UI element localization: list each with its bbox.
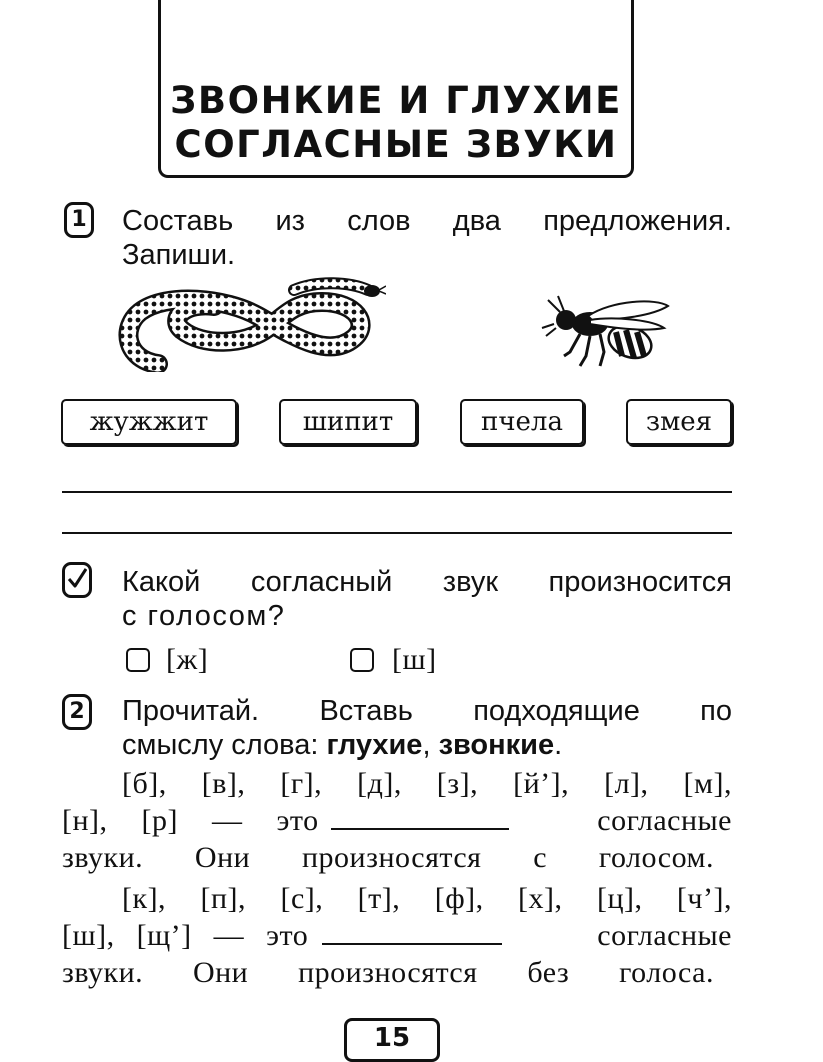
check-question-line-1: Какой согласный звук произносится [122, 566, 732, 598]
check-question-line-2: с голосом? [122, 600, 286, 632]
option-sh-checkbox[interactable] [350, 648, 374, 672]
self-check-marker [62, 562, 92, 598]
option-zh-checkbox[interactable] [126, 648, 150, 672]
deaf-sounds-line-1: [к], [п], [с], [т], [ф], [х], [ц], [ч’], [122, 882, 732, 915]
instruction-period: . [554, 729, 563, 761]
option-zh-label: [ж] [166, 643, 209, 676]
word-card-buzzes[interactable]: жужжит [61, 399, 237, 445]
word-card-hisses[interactable]: шипит [279, 399, 417, 445]
task-1-marker [64, 202, 94, 238]
voiced-sounds-line-2 [62, 803, 732, 839]
word-separator: , [422, 729, 439, 761]
checkmark-icon [67, 568, 87, 588]
deaf-sounds-end: согласные [597, 919, 732, 952]
voiced-sounds-line-1: [б], [в], [г], [д], [з], [й’], [л], [м], [122, 767, 732, 800]
answer-line-1[interactable] [62, 491, 732, 493]
voiced-sounds-end: согласные [597, 804, 732, 837]
task-1-instruction-line-2: Запиши. [122, 239, 236, 271]
task-2-instruction-line-2 [122, 728, 562, 762]
snake-illustration [118, 276, 386, 372]
bee-illustration [540, 294, 672, 370]
deaf-sounds-start: [ш], [щ’] — это [62, 919, 309, 952]
word-card-snake[interactable]: змея [626, 399, 732, 445]
deaf-sounds-line-3: звуки. Они произносятся без голоса. [62, 956, 714, 989]
option-sh-label: [ш] [392, 643, 437, 676]
title-line-2: СОГЛАСНЫЕ ЗВУКИ [174, 123, 618, 166]
deaf-answer-blank[interactable] [322, 921, 502, 945]
task-1-number: 1 [71, 207, 87, 232]
answer-line-2[interactable] [62, 532, 732, 534]
voiced-sounds-start: [н], [р] — это [62, 804, 319, 837]
page-number: 15 [344, 1018, 440, 1062]
word-voiced: звонкие [438, 729, 555, 761]
voiced-answer-blank[interactable] [331, 806, 509, 830]
task-2-marker [62, 694, 92, 730]
task-2-number: 2 [69, 699, 85, 724]
task-1-instruction-line-1: Составь из слов два предложения. [122, 205, 732, 237]
word-deaf: глухие [326, 729, 423, 761]
deaf-sounds-line-2 [62, 918, 732, 954]
word-card-bee[interactable]: пчела [460, 399, 584, 445]
voiced-sounds-line-3: звуки. Они произносятся с голосом. [62, 841, 714, 874]
title-line-1: ЗВОНКИЕ И ГЛУХИЕ [170, 79, 622, 122]
task-2-prefix: смыслу слова: [122, 729, 327, 761]
task-2-instruction-line-1: Прочитай. Вставь подходящие по [122, 695, 732, 727]
